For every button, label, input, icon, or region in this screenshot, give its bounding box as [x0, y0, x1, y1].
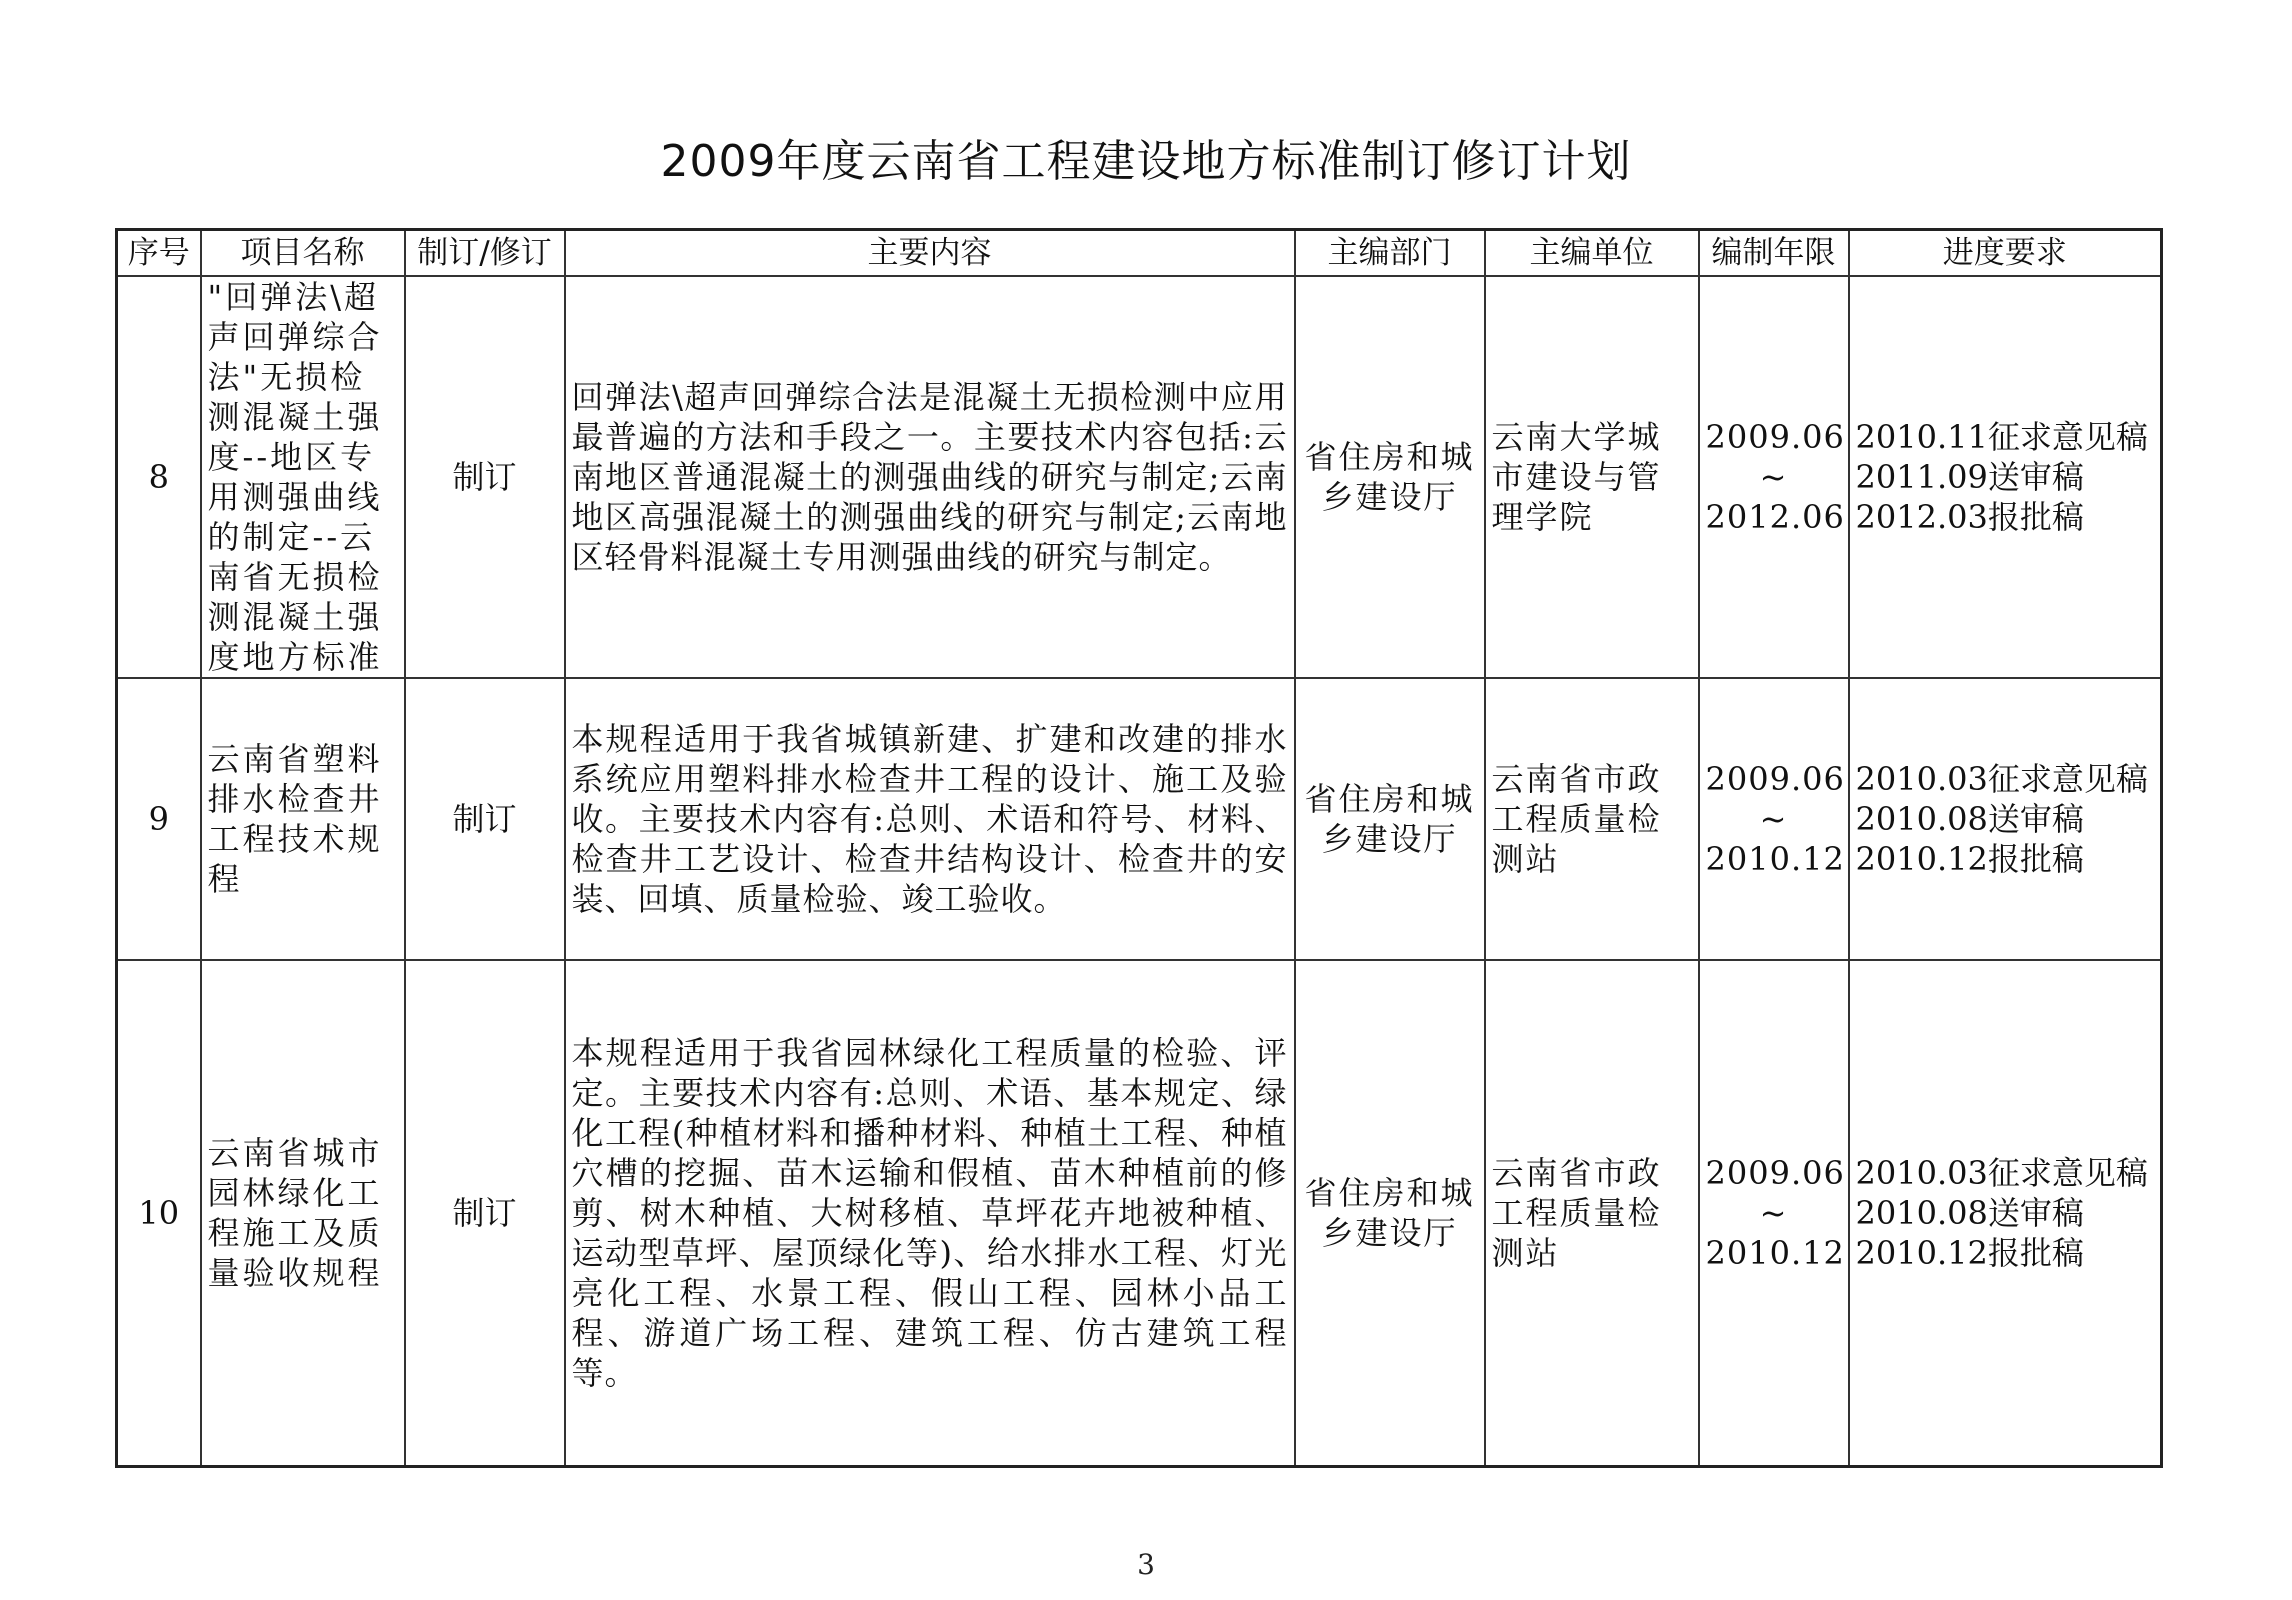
row-seq: 10 [117, 960, 201, 1467]
row-period [1699, 276, 1849, 678]
row-content: 本规程适用于我省城镇新建、扩建和改建的排水系统应用塑料排水检查井工程的设计、施工及验收。主要技术内容有:总则、术语和符号、材料、检查井工艺设计、检查井结构设计、检查井的安装、回填、质量检验、竣工验收。 [565, 678, 1295, 960]
row-progress [1849, 678, 2162, 960]
row-type: 制订 [405, 678, 565, 960]
row-seq: 9 [117, 678, 201, 960]
row-seq: 8 [117, 276, 201, 678]
header-row [117, 230, 2162, 277]
period-end: 2010.12 [1705, 1234, 1845, 1272]
header-period: 编制年限 [1699, 230, 1849, 277]
progress-item: 2010.12报批稿 [1855, 840, 2084, 878]
row-org: 云南省市政工程质量检测站 [1485, 678, 1699, 960]
progress-item: 2010.11征求意见稿 [1855, 418, 2148, 456]
progress-item: 2010.12报批稿 [1855, 1234, 2084, 1272]
row-dept: 省住房和城乡建设厅 [1295, 960, 1485, 1467]
row-progress [1849, 276, 2162, 678]
progress-item: 2010.03征求意见稿 [1855, 1154, 2148, 1192]
row-period [1699, 960, 1849, 1467]
row-org: 云南省市政工程质量检测站 [1485, 960, 1699, 1467]
progress-item: 2010.08送审稿 [1855, 1194, 2084, 1232]
row-name: 云南省城市园林绿化工程施工及质量验收规程 [201, 960, 405, 1467]
row-content: 回弹法\超声回弹综合法是混凝土无损检测中应用最普遍的方法和手段之一。主要技术内容包括:云南地区普通混凝土的测强曲线的研究与制定;云南地区高强混凝土的测强曲线的研究与制定;云南地区轻骨料混凝土专用测强曲线的研究与制定。 [565, 276, 1295, 678]
period-separator: ~ [1759, 458, 1788, 496]
row-name: "回弹法\超声回弹综合法"无损检测混凝土强度--地区专用测强曲线的制定--云南省无损检测混凝土强度地方标准 [201, 276, 405, 678]
table-row [117, 276, 2162, 678]
period-end: 2012.06 [1705, 498, 1845, 536]
row-progress [1849, 960, 2162, 1467]
row-dept: 省住房和城乡建设厅 [1295, 276, 1485, 678]
table-row [117, 678, 2162, 960]
progress-item: 2012.03报批稿 [1855, 498, 2084, 536]
progress-item: 2011.09送审稿 [1855, 458, 2084, 496]
header-dept: 主编部门 [1295, 230, 1485, 277]
progress-item: 2010.08送审稿 [1855, 800, 2084, 838]
plan-table [115, 228, 2163, 1468]
table-row [117, 960, 2162, 1467]
progress-item: 2010.03征求意见稿 [1855, 760, 2148, 798]
page-number: 3 [1137, 1548, 1155, 1581]
header-seq: 序号 [117, 230, 201, 277]
row-type: 制订 [405, 276, 565, 678]
header-progress: 进度要求 [1849, 230, 2162, 277]
header-name: 项目名称 [201, 230, 405, 277]
row-period [1699, 678, 1849, 960]
period-separator: ~ [1759, 800, 1788, 838]
row-content: 本规程适用于我省园林绿化工程质量的检验、评定。主要技术内容有:总则、术语、基本规定、绿化工程(种植材料和播种材料、种植土工程、种植穴槽的挖掘、苗木运输和假植、苗木种植前的修剪、树木种植、大树移植、草坪花卉地被种植、运动型草坪、屋顶绿化等)、给水排水工程、灯光亮化工程、水景工程、假山工程、园林小品工程、游道广场工程、建筑工程、仿古建筑工程等。 [565, 960, 1295, 1467]
header-org: 主编单位 [1485, 230, 1699, 277]
row-dept: 省住房和城乡建设厅 [1295, 678, 1485, 960]
row-name: 云南省塑料排水检查井工程技术规程 [201, 678, 405, 960]
row-type: 制订 [405, 960, 565, 1467]
header-type: 制订/修订 [405, 230, 565, 277]
period-start: 2009.06 [1705, 1154, 1845, 1192]
page-title: 2009年度云南省工程建设地方标准制订修订计划 [660, 136, 1632, 187]
period-end: 2010.12 [1705, 840, 1845, 878]
period-separator: ~ [1759, 1194, 1788, 1232]
row-org: 云南大学城市建设与管理学院 [1485, 276, 1699, 678]
header-content: 主要内容 [565, 230, 1295, 277]
period-start: 2009.06 [1705, 760, 1845, 798]
period-start: 2009.06 [1705, 418, 1845, 456]
